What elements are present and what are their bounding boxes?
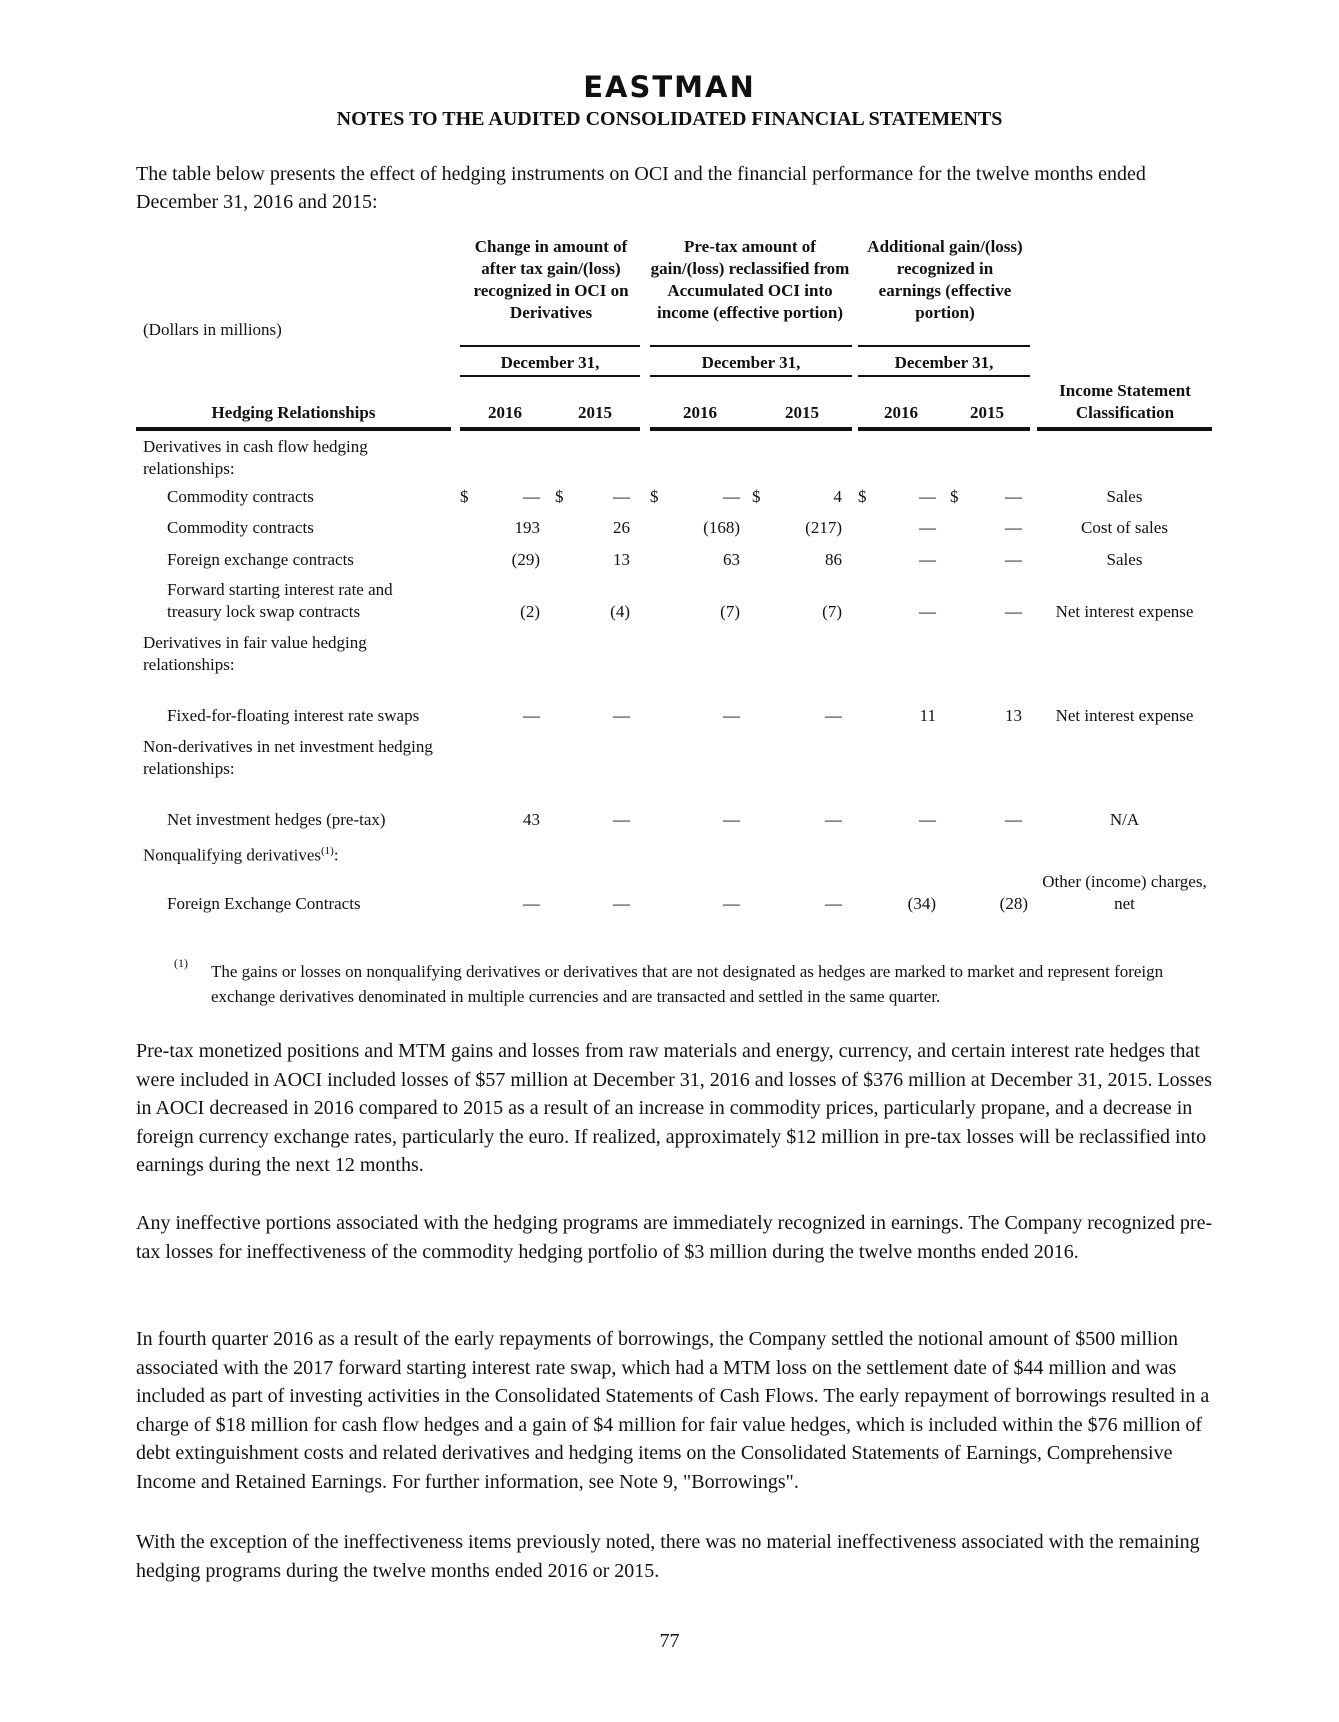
table-cell: 13 [1005,706,1022,725]
currency-symbol: $ [950,487,959,506]
table-cell: — [1005,518,1022,537]
classification-cell: N/A [1109,810,1140,829]
table-cell: — [919,810,936,829]
year-header: 2015 [578,403,612,422]
period-rule-1 [460,375,640,377]
page-number: 77 [659,1630,680,1652]
classification-cell: Net interest expense [1055,706,1194,725]
table-cell: — [919,602,936,621]
currency-symbol: $ [858,487,867,506]
table-cell: (28) [999,894,1028,913]
classification-cell: Net interest expense [1055,602,1194,621]
page-title: NOTES TO THE AUDITED CONSOLIDATED FINANCIAL STATEMENTS [336,108,1003,130]
classification-cell: Other (income) charges, net [1042,872,1207,913]
header-rule [136,427,451,431]
body-paragraph: With the exception of the ineffectiveness items previously noted, there was no material ineffectiveness associated with the remaining hedging programs during the twelve months ended 2016 or 2015. [136,1531,1200,1582]
table-cell: — [919,518,936,537]
table-cell: — [723,706,740,725]
period-header-1: December 31, [500,353,600,372]
row-header: Hedging Relationships [211,403,376,422]
table-cell: (34) [907,894,936,913]
footnote-marker: (1) [174,956,188,970]
period-rule-2 [650,375,852,377]
group-rule-3 [858,345,1030,347]
table-cell: — [613,706,630,725]
year-header: 2016 [488,403,522,422]
section-label: Derivatives in cash flow hedging relationships: [143,437,368,478]
table-cell: (7) [822,602,842,621]
units-label: (Dollars in millions) [143,320,282,339]
header-rule [858,427,1030,431]
currency-symbol: $ [555,487,564,506]
table-cell: 13 [613,550,630,569]
footnote-text: The gains or losses on nonqualifying derivatives or derivatives that are not designated as hedges are marked to market and represent foreign exchange derivatives denominated in multiple currencies and are transacted and settled in the same quarter. [211,962,1164,1006]
table-cell: — [613,487,630,506]
table-cell: 43 [523,810,540,829]
year-header: 2015 [970,403,1004,422]
classification-cell: Sales [1106,550,1143,569]
year-header: 2015 [785,403,819,422]
row-label: Commodity contracts [167,487,314,506]
table-cell: — [613,894,630,913]
table-cell: — [723,894,740,913]
table-cell: 4 [833,487,842,506]
table-cell: 63 [723,550,740,569]
currency-symbol: $ [752,487,761,506]
currency-symbol: $ [650,487,659,506]
table-cell: — [919,550,936,569]
table-cell: (217) [805,518,842,537]
intro-paragraph: The table below presents the effect of hedging instruments on OCI and the financial performance for the twelve months ended December 31, 2016 and 2015: [136,163,1146,213]
table-cell: — [1005,810,1022,829]
row-label: Foreign exchange contracts [167,550,354,569]
section-label: Derivatives in fair value hedging relationships: [143,633,367,674]
currency-symbol: $ [460,487,469,506]
section-label: Non-derivatives in net investment hedging relationships: [143,737,433,778]
table-cell: 86 [825,550,842,569]
table-cell: 193 [514,518,540,537]
table-cell: 26 [613,518,630,537]
table-cell: — [1005,487,1022,506]
group-rule-2 [650,345,852,347]
row-label: Net investment hedges (pre-tax) [167,810,386,829]
classification-header: Income Statement Classification [1059,381,1191,422]
header-oci-change: Change in amount of after tax gain/(loss) recognized in OCI on Derivatives [473,237,629,322]
year-header: 2016 [884,403,918,422]
period-header-2: December 31, [701,353,801,372]
period-rule-3 [858,375,1030,377]
row-label: Commodity contracts [167,518,314,537]
row-label: Forward starting interest rate and treasury lock swap contracts [167,580,393,621]
section-label: Nonqualifying derivatives$^{(1)}$: [143,845,339,865]
table-cell: — [523,706,540,725]
header-pretax-reclassified: Pre-tax amount of gain/(loss) reclassified from Accumulated OCI into income (effective portion) [650,237,850,322]
header-rule [460,427,640,431]
table-cell: — [919,487,936,506]
table-cell: — [825,894,842,913]
table-cell: — [825,706,842,725]
group-rule-1 [460,345,640,347]
table-cell: — [1005,550,1022,569]
table-cell: — [523,487,540,506]
table-cell: — [723,487,740,506]
table-cell: — [1005,602,1022,621]
body-paragraph: Any ineffective portions associated with the hedging programs are immediately recognized in earnings. The Company recognized pre-tax losses for ineffectiveness of the commodity hedging portfolio of $3 million during the twelve months ended 2016. [136,1212,1213,1263]
table-cell: (4) [610,602,630,621]
year-header: 2016 [683,403,717,422]
table-cell: — [523,894,540,913]
table-cell: — [825,810,842,829]
period-header-3: December 31, [894,353,994,372]
company-logo: EASTMAN [583,70,756,104]
table-cell: (7) [720,602,740,621]
table-cell: (168) [703,518,740,537]
classification-cell: Cost of sales [1081,518,1168,537]
table-cell: — [723,810,740,829]
table-cell: 11 [919,706,936,725]
table-cell: (2) [520,602,540,621]
table-cell: (29) [511,550,540,569]
body-paragraph: In fourth quarter 2016 as a result of the early repayments of borrowings, the Company settled the notional amount of $500 million associated with the 2017 forward starting interest rate swap, which had a MTM loss on the settlement date of $44 million and was included as part of investing activities in the Consolidated Statements of Cash Flows. The early repayment of borrowings resulted in a charge of $18 million for cash flow hedges and a gain of $4 million for fair value hedges, which is included within the $76 million of debt extinguishment costs and related derivatives and hedging items on the Consolidated Statements of Earnings, Comprehensive Income and Retained Earnings. For further information, see Note 9, "Borrowings". [136,1328,1210,1493]
table-cell: — [613,810,630,829]
row-label: Foreign Exchange Contracts [167,894,361,913]
header-rule [650,427,852,431]
header-rule [1037,427,1212,431]
classification-cell: Sales [1106,487,1143,506]
header-additional-gain: Additional gain/(loss) recognized in earnings (effective portion) [867,237,1023,322]
row-label: Fixed-for-floating interest rate swaps [167,706,420,725]
body-paragraph: Pre-tax monetized positions and MTM gains and losses from raw materials and energy, currency, and certain interest rate hedges that were included in AOCI included losses of $57 million at December 31, 2016 and losses of $376 million at December 31, 2015. Losses in AOCI decreased in 2016 compared to 2015 as a result of an increase in commodity prices, particularly propane, and a decrease in foreign currency exchange rates, particularly the euro. If realized, approximately $12 million in pre-tax losses will be reclassified into earnings during the next 12 months. [136,1040,1212,1176]
